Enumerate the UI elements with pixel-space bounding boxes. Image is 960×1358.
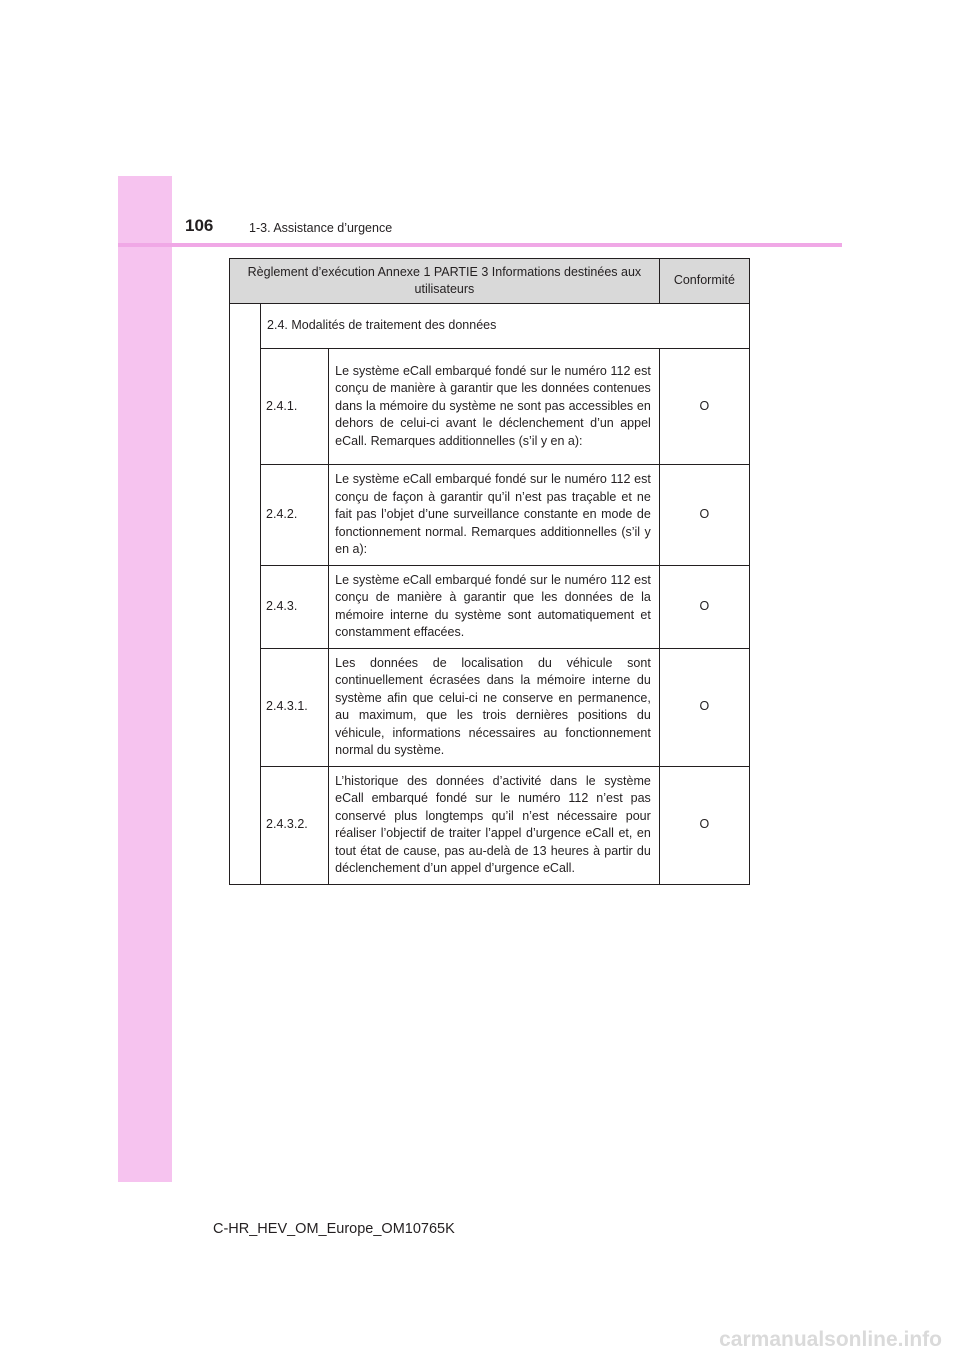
regulation-table	[229, 258, 750, 885]
blank-margin-cell	[230, 304, 261, 885]
table-row	[230, 565, 750, 648]
row-description: Le système eCall embarqué fondé sur le numéro 112 est conçu de façon à garantir qu’il n’est pas traçable et ne fait pas l’objet d’une surveillance constante en mode de fonctionnement normal. Remarques additionnelles (s’il y en a):	[329, 465, 660, 566]
row-description: Le système eCall embarqué fondé sur le numéro 112 est conçu de manière à garantir que les données contenues dans la mémoire du système ne sont pas accessibles en dehors de celui-ci avant le déclenchement d’un appel eCall. Remarques additionnelles (s’il y en a):	[329, 349, 660, 465]
page-number: 106	[185, 216, 214, 235]
row-number: 2.4.3.	[261, 565, 329, 648]
row-conformity: O	[659, 766, 749, 884]
manual-code: C-HR_HEV_OM_Europe_OM10765K	[213, 1221, 455, 1237]
row-conformity: O	[659, 465, 749, 566]
row-number: 2.4.3.2.	[261, 766, 329, 884]
row-description: L’historique des données d’activité dans le système eCall embarqué fondé sur le numéro 112 n’est pas conservé plus longtemps qu’il n’est nécessaire pour réaliser l’objectif de traiter l’appel d’urgence eCall et, en tout état de cause, pas au-delà de 13 heures à partir du déclenchement d’un appel d’urgence eCall.	[329, 766, 660, 884]
row-number: 2.4.2.	[261, 465, 329, 566]
row-number: 2.4.3.1.	[261, 648, 329, 766]
table-row	[230, 766, 750, 884]
row-description: Les données de localisation du véhicule sont continuellement écrasées dans la mémoire interne du système afin que celui-ci ne conserve en permanence, au maximum, que les trois dernières positions du véhicule, informations nécessaires au fonctionnement normal du système.	[329, 648, 660, 766]
table-row	[230, 648, 750, 766]
table-subheading: 2.4. Modalités de traitement des données	[261, 304, 750, 349]
side-color-band	[118, 176, 172, 1182]
table-header-title: Règlement d’exécution Annexe 1 PARTIE 3 Informations destinées aux utilisateurs	[230, 259, 660, 304]
section-title: 1-3. Assistance d’urgence	[249, 221, 393, 235]
row-description: Le système eCall embarqué fondé sur le numéro 112 est conçu de manière à garantir que les données de la mémoire interne du système sont automatiquement et constamment effacées.	[329, 565, 660, 648]
table-subheading-row	[230, 304, 750, 349]
table-row	[230, 349, 750, 465]
row-conformity: O	[659, 349, 749, 465]
row-number: 2.4.1.	[261, 349, 329, 465]
header-rule	[118, 243, 842, 247]
table-header-conformity: Conformité	[659, 259, 749, 304]
table-header-row	[230, 259, 750, 304]
row-conformity: O	[659, 648, 749, 766]
watermark-text: carmanualsonline.info	[719, 1328, 942, 1351]
table-row	[230, 465, 750, 566]
row-conformity: O	[659, 565, 749, 648]
